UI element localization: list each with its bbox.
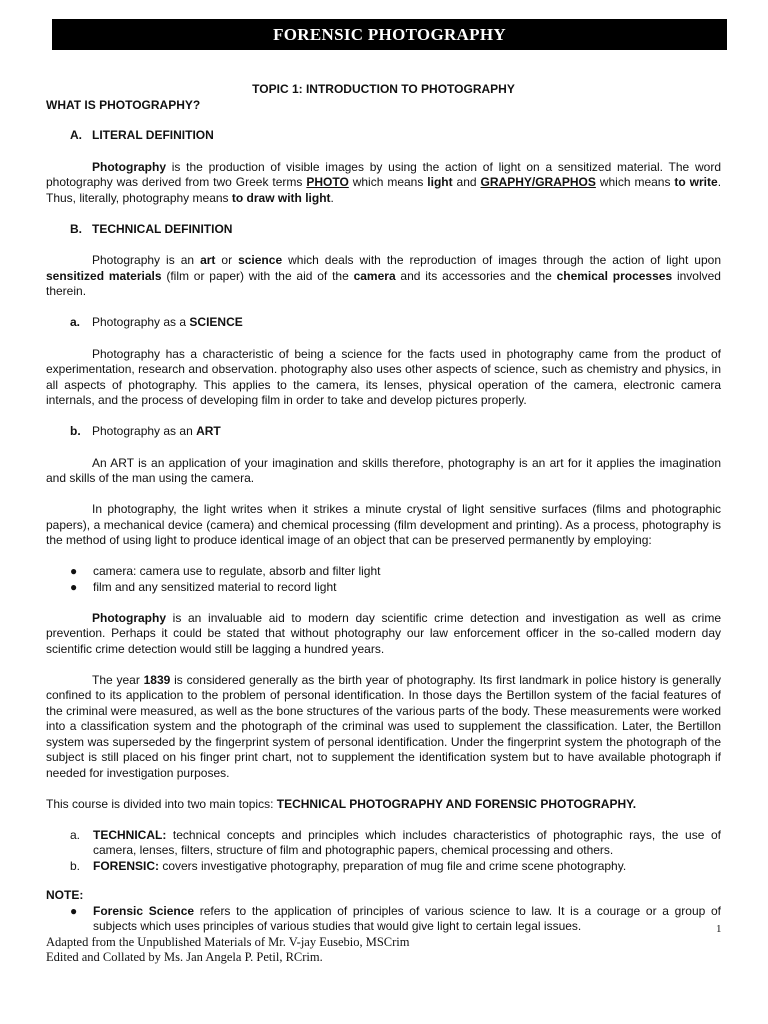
term-art: art: [200, 253, 216, 267]
section-b-number: B.: [70, 221, 82, 236]
list-item: [46, 859, 721, 875]
subsection-a-number: a.: [70, 315, 81, 329]
term-forensic: FORENSIC:: [93, 858, 159, 873]
term-photography: Photography: [92, 159, 166, 174]
term-science: science: [238, 253, 283, 267]
subsection-a-heading: [70, 315, 721, 331]
science-paragraph: Photography has a characteristic of being a science for the facts used in photography came from the product of experimentation, research and observation. photography also uses other aspects of science, such as chemistry and physics, in all aspects of photography. This applies to the camera, its lenses, physical operation of the camera, electronic camera internals, and the process of developing film in order to take and develop pictures properly.: [46, 346, 721, 407]
technical-definition-paragraph: [46, 253, 721, 300]
text: (film or paper) with the aid of the: [161, 268, 354, 283]
term-light: light: [427, 175, 453, 189]
history-paragraph: [46, 673, 721, 782]
footer-line-adapted: Adapted from the Unpublished Materials of Mr. V-jay Eusebio, MSCrim: [46, 935, 410, 949]
employing-list: [46, 564, 721, 595]
text: Photography is an: [92, 253, 201, 267]
subsection-b-strong: ART: [196, 424, 221, 438]
subsection-a-label: Photography as a: [92, 315, 190, 329]
list-letter: a.: [70, 827, 81, 842]
list-item-text: covers investigative photography, preparation of mug file and crime scene photography.: [159, 858, 627, 873]
term-to-write: to write: [674, 175, 718, 189]
list-item-text: camera: camera use to regulate, absorb and filter light: [93, 564, 381, 578]
process-paragraph: In photography, the light writes when it strikes a minute crystal of light sensitive surfaces (films and photographic papers), a mechanical device (camera) and chemical processing (film development and printing). As a process, photography is the method of using light to produce identical image of an object that can be preserved permanently by employing:: [46, 502, 721, 547]
section-b-heading: [70, 222, 721, 238]
term-forensic-science: Forensic Science: [93, 903, 195, 918]
text: which means: [348, 175, 428, 189]
section-b-title: TECHNICAL DEFINITION: [92, 221, 233, 236]
text: and: [452, 175, 481, 189]
note-heading: NOTE:: [46, 888, 84, 902]
term-sensitized-materials: sensitized materials: [46, 268, 162, 283]
text: This course is divided into two main topics:: [46, 796, 277, 811]
list-item: [46, 580, 721, 596]
list-item-text: technical concepts and principles which includes characteristics of photographic rays, the use of camera, lenses, filters, structure of film and photographic papers, chemical processing and others.: [93, 827, 721, 857]
text: which means: [595, 175, 675, 189]
section-a-title: LITERAL DEFINITION: [92, 128, 214, 142]
section-a-number: A.: [70, 128, 82, 142]
text: is an invaluable aid to modern day scientific crime detection and investigation as well as crime prevention. Perhaps it could be stated that without photography our law enforcement officer in the so-called modern day scientific crime detection would still be lagging a hundred years.: [46, 610, 721, 656]
art-paragraph: An ART is an application of your imagination and skills therefore, photography is an art for it applies the imagination and skills of the man using the camera.: [46, 455, 721, 485]
term-photography: Photography: [92, 610, 166, 625]
term-chemical-processes: chemical processes: [556, 268, 673, 283]
subsection-b-heading: [70, 424, 721, 440]
page-body: [46, 82, 721, 935]
text: and its accessories and the: [395, 268, 557, 283]
document-title: FORENSIC PHOTOGRAPHY: [273, 25, 506, 44]
text: The year: [92, 672, 144, 687]
text: or: [215, 253, 239, 267]
list-item: [46, 564, 721, 580]
term-technical: TECHNICAL:: [93, 827, 167, 842]
course-paragraph: [46, 797, 721, 813]
page-number: 1: [716, 923, 722, 935]
list-item: [46, 828, 721, 859]
topic-heading: TOPIC 1: INTRODUCTION TO PHOTOGRAPHY: [252, 82, 515, 96]
text: involved therein.: [46, 268, 721, 298]
text: is the production of visible images by using the action of light on a sensitized material. The word photography was derived from two Greek terms: [46, 159, 721, 189]
subsection-b-label: Photography as an: [92, 424, 197, 438]
list-letter: b.: [70, 858, 81, 873]
text: is considered generally as the birth year of photography. Its first landmark in police history is generally confined to its application to the problem of personal identification. In those days the Bertillon system of the facial features of the criminal were measured, as well as the bone structures of the various parts of the body. These measurements were worked into a classification system and the photograph of the criminal was used to supplement the classification. Later, the Bertillon system was superseded by the fingerprint system of personal identification. Under the fingerprint system the photograph of the subject is still placed on his finger print chart, not to supplement the identification system but to have available photograph if needed for investigation purposes.: [46, 672, 721, 780]
course-topics: TECHNICAL PHOTOGRAPHY AND FORENSIC PHOTOGRAPHY.: [276, 796, 637, 811]
footer-line-edited: Edited and Collated by Ms. Jan Angela P. Petil, RCrim.: [46, 950, 323, 964]
term-graphy: GRAPHY/GRAPHOS: [480, 175, 596, 189]
list-item-text: film and any sensitized material to record light: [93, 579, 337, 594]
bullet-icon: ●: [70, 564, 78, 578]
topics-list: [46, 828, 721, 875]
list-item: [46, 904, 721, 935]
note-list: [46, 904, 721, 935]
term-camera: camera: [353, 268, 396, 283]
bullet-icon: ●: [70, 903, 78, 918]
aid-paragraph: [46, 611, 721, 658]
term-photo: PHOTO: [306, 175, 349, 189]
section-a-heading: [70, 128, 721, 144]
text: which deals with the reproduction of images through the action of light upon: [282, 253, 721, 267]
footer: [46, 935, 410, 965]
year-1839: 1839: [143, 672, 171, 687]
bullet-icon: ●: [70, 579, 78, 594]
document-title-bar: [52, 19, 727, 50]
section-heading-what-is: WHAT IS PHOTOGRAPHY?: [46, 97, 201, 112]
term-draw-with-light: to draw with light: [231, 190, 331, 205]
text: . Thus, literally, photography means: [46, 175, 722, 205]
subsection-a-strong: SCIENCE: [189, 315, 243, 329]
list-item-text: refers to the application of principles of various science to law. It is a courage or a group of subjects which uses principles of various studies that would give light to certain legal issues.: [93, 903, 722, 933]
literal-definition-paragraph: [46, 160, 721, 207]
subsection-b-number: b.: [70, 424, 81, 438]
text: .: [330, 190, 334, 205]
